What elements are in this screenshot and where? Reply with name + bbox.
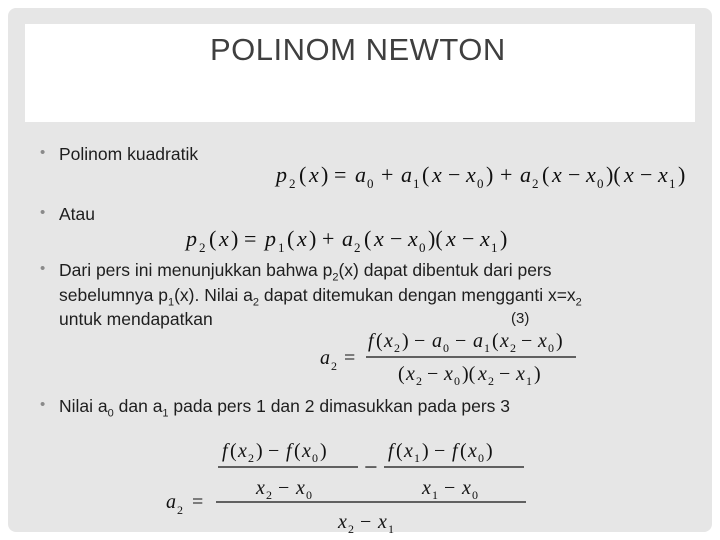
svg-text:p: p <box>276 162 287 187</box>
svg-text:2: 2 <box>177 503 183 517</box>
svg-text:): ) <box>678 162 686 187</box>
svg-text:+: + <box>381 162 394 187</box>
svg-text:1: 1 <box>484 341 490 355</box>
svg-text:x: x <box>432 162 442 187</box>
bullet-dot-icon: • <box>40 204 46 221</box>
svg-text:0: 0 <box>548 341 554 355</box>
subscript: 2 <box>575 296 582 309</box>
svg-text:0: 0 <box>367 176 374 191</box>
svg-text:0: 0 <box>306 488 312 502</box>
svg-text:x: x <box>480 226 490 251</box>
svg-text:x: x <box>219 226 229 251</box>
slide-title: POLINOM NEWTON <box>210 32 506 67</box>
svg-text:−: − <box>364 455 378 481</box>
svg-text:x: x <box>446 226 456 251</box>
svg-text:(: ( <box>299 162 307 187</box>
svg-text:(: ( <box>230 440 237 462</box>
svg-text:1: 1 <box>526 374 532 388</box>
subscript: 1 <box>167 296 175 309</box>
text-segment: pada pers 1 dan 2 dimasukkan pada pers 3 <box>168 396 511 416</box>
svg-text:−: − <box>448 162 461 187</box>
bullet-polinom-kuadratik <box>40 144 199 165</box>
svg-text:+: + <box>500 162 513 187</box>
svg-text:x: x <box>658 162 668 187</box>
svg-text:−: − <box>278 477 290 499</box>
svg-text:2: 2 <box>510 341 516 355</box>
svg-text:): ) <box>309 226 317 251</box>
svg-text:x: x <box>408 226 418 251</box>
svg-text:x: x <box>297 226 307 251</box>
svg-text:(: ( <box>492 330 499 352</box>
svg-text:): ) <box>556 330 563 352</box>
subscript: 2 <box>252 296 259 309</box>
equation-a2-divided-differences <box>162 432 542 536</box>
svg-text:−: − <box>462 226 475 251</box>
svg-text:x: x <box>238 440 247 462</box>
svg-text:(: ( <box>294 440 301 462</box>
svg-text:x: x <box>296 477 305 499</box>
svg-text:−: − <box>360 511 372 533</box>
svg-text:x: x <box>586 162 596 187</box>
svg-text:(: ( <box>460 440 467 462</box>
svg-text:): ) <box>231 226 239 251</box>
svg-text:(: ( <box>209 226 217 251</box>
equation-p2-expanded <box>270 156 700 192</box>
text-segment: sebelumnya p <box>59 285 168 305</box>
svg-text:−: − <box>390 226 403 251</box>
svg-text:2: 2 <box>331 359 337 373</box>
svg-text:2: 2 <box>348 522 354 536</box>
svg-text:1: 1 <box>432 488 438 502</box>
svg-text:−: − <box>521 330 533 352</box>
svg-text:x: x <box>538 330 547 352</box>
svg-text:x: x <box>384 330 393 352</box>
text-segment: Dari pers ini menunjukkan bahwa p <box>59 260 333 280</box>
svg-text:2: 2 <box>354 240 361 255</box>
subscript: 2 <box>332 271 339 284</box>
svg-text:2: 2 <box>289 176 296 191</box>
svg-text:a: a <box>342 226 353 251</box>
svg-text:)(: )( <box>606 162 621 187</box>
svg-text:0: 0 <box>478 451 484 465</box>
bullet-dari-pers <box>40 260 552 284</box>
svg-text:x: x <box>378 511 387 533</box>
svg-text:x: x <box>552 162 562 187</box>
svg-text:2: 2 <box>532 176 539 191</box>
svg-text:): ) <box>486 162 494 187</box>
svg-text:(: ( <box>287 226 295 251</box>
svg-text:(: ( <box>396 440 403 462</box>
equation-p2-recursive <box>180 220 540 256</box>
subscript: 0 <box>107 407 114 420</box>
svg-text:a: a <box>166 491 176 513</box>
svg-text:): ) <box>256 440 263 462</box>
svg-text:0: 0 <box>597 176 604 191</box>
svg-text:−: − <box>640 162 653 187</box>
bullet-dot-icon: • <box>40 260 46 277</box>
svg-text:−: − <box>455 330 467 352</box>
svg-text:)(: )( <box>428 226 443 251</box>
svg-text:(: ( <box>542 162 550 187</box>
svg-text:2: 2 <box>488 374 494 388</box>
svg-text:1: 1 <box>278 240 285 255</box>
text-segment: (x). Nilai a <box>174 285 253 305</box>
svg-text:0: 0 <box>443 341 449 355</box>
svg-text:1: 1 <box>491 240 498 255</box>
svg-text:f: f <box>388 440 394 462</box>
svg-text:x: x <box>466 162 476 187</box>
svg-text:x: x <box>256 477 265 499</box>
bullet-dari-pers-line3: untuk mendapatkan <box>59 309 213 329</box>
text-segment: Nilai a <box>59 396 108 416</box>
subscript: 1 <box>162 407 169 420</box>
svg-text:x: x <box>422 477 431 499</box>
svg-text:=: = <box>334 162 347 187</box>
svg-text:1: 1 <box>413 176 420 191</box>
svg-text:a: a <box>401 162 412 187</box>
svg-text:−: − <box>568 162 581 187</box>
svg-text:0: 0 <box>419 240 426 255</box>
bullet-dot-icon: • <box>40 144 46 161</box>
svg-text:0: 0 <box>454 374 460 388</box>
svg-text:1: 1 <box>669 176 676 191</box>
svg-text:−: − <box>427 363 439 385</box>
svg-text:+: + <box>322 226 335 251</box>
svg-text:a: a <box>473 330 483 352</box>
svg-text:−: − <box>268 440 280 462</box>
svg-text:x: x <box>516 363 525 385</box>
svg-text:2: 2 <box>266 488 272 502</box>
svg-text:): ) <box>320 440 327 462</box>
svg-text:x: x <box>302 440 311 462</box>
bullet-dot-icon: • <box>40 396 46 413</box>
svg-text:(: ( <box>398 363 405 385</box>
svg-text:)(: )( <box>462 363 476 385</box>
bullet-nilai-a0-a1 <box>40 396 511 420</box>
svg-text:): ) <box>321 162 329 187</box>
svg-text:f: f <box>368 330 374 352</box>
svg-text:x: x <box>444 363 453 385</box>
svg-text:f: f <box>286 440 292 462</box>
svg-text:): ) <box>500 226 508 251</box>
text-segment: dan a <box>113 396 163 416</box>
svg-text:x: x <box>462 477 471 499</box>
svg-text:−: − <box>414 330 426 352</box>
equation-a2-fraction <box>318 326 588 388</box>
svg-text:2: 2 <box>248 451 254 465</box>
svg-text:f: f <box>222 440 228 462</box>
svg-text:x: x <box>500 330 509 352</box>
svg-text:(: ( <box>422 162 430 187</box>
svg-text:): ) <box>402 330 409 352</box>
svg-text:a: a <box>320 347 330 369</box>
svg-text:2: 2 <box>394 341 400 355</box>
svg-text:x: x <box>406 363 415 385</box>
equation-number: (3) <box>511 310 530 327</box>
bullet-text: Polinom kuadratik <box>59 144 199 164</box>
svg-text:p: p <box>265 226 276 251</box>
svg-text:−: − <box>499 363 511 385</box>
svg-text:1: 1 <box>414 451 420 465</box>
svg-text:): ) <box>534 363 541 385</box>
svg-text:x: x <box>374 226 384 251</box>
svg-text:=: = <box>192 491 204 513</box>
text-segment: dapat ditemukan dengan mengganti x=x <box>258 285 576 305</box>
svg-text:(: ( <box>364 226 372 251</box>
svg-text:a: a <box>355 162 366 187</box>
svg-text:x: x <box>338 511 347 533</box>
svg-text:2: 2 <box>199 240 206 255</box>
svg-text:x: x <box>478 363 487 385</box>
svg-text:): ) <box>486 440 493 462</box>
bullet-dari-pers-line2 <box>59 285 582 309</box>
svg-text:0: 0 <box>312 451 318 465</box>
svg-text:x: x <box>309 162 319 187</box>
svg-text:f: f <box>452 440 458 462</box>
svg-text:2: 2 <box>416 374 422 388</box>
svg-text:p: p <box>186 226 197 251</box>
svg-text:): ) <box>422 440 429 462</box>
svg-text:=: = <box>244 226 257 251</box>
svg-text:a: a <box>432 330 442 352</box>
svg-text:−: − <box>444 477 456 499</box>
svg-text:x: x <box>624 162 634 187</box>
svg-text:1: 1 <box>388 522 394 536</box>
svg-text:x: x <box>404 440 413 462</box>
bullet-text: Atau <box>59 204 95 224</box>
svg-text:=: = <box>344 347 356 369</box>
bullet-atau <box>40 204 95 225</box>
svg-text:0: 0 <box>477 176 484 191</box>
text-segment: (x) dapat dibentuk dari pers <box>338 260 552 280</box>
svg-text:−: − <box>434 440 446 462</box>
svg-text:a: a <box>520 162 531 187</box>
svg-text:0: 0 <box>472 488 478 502</box>
svg-text:x: x <box>468 440 477 462</box>
svg-text:(: ( <box>376 330 383 352</box>
